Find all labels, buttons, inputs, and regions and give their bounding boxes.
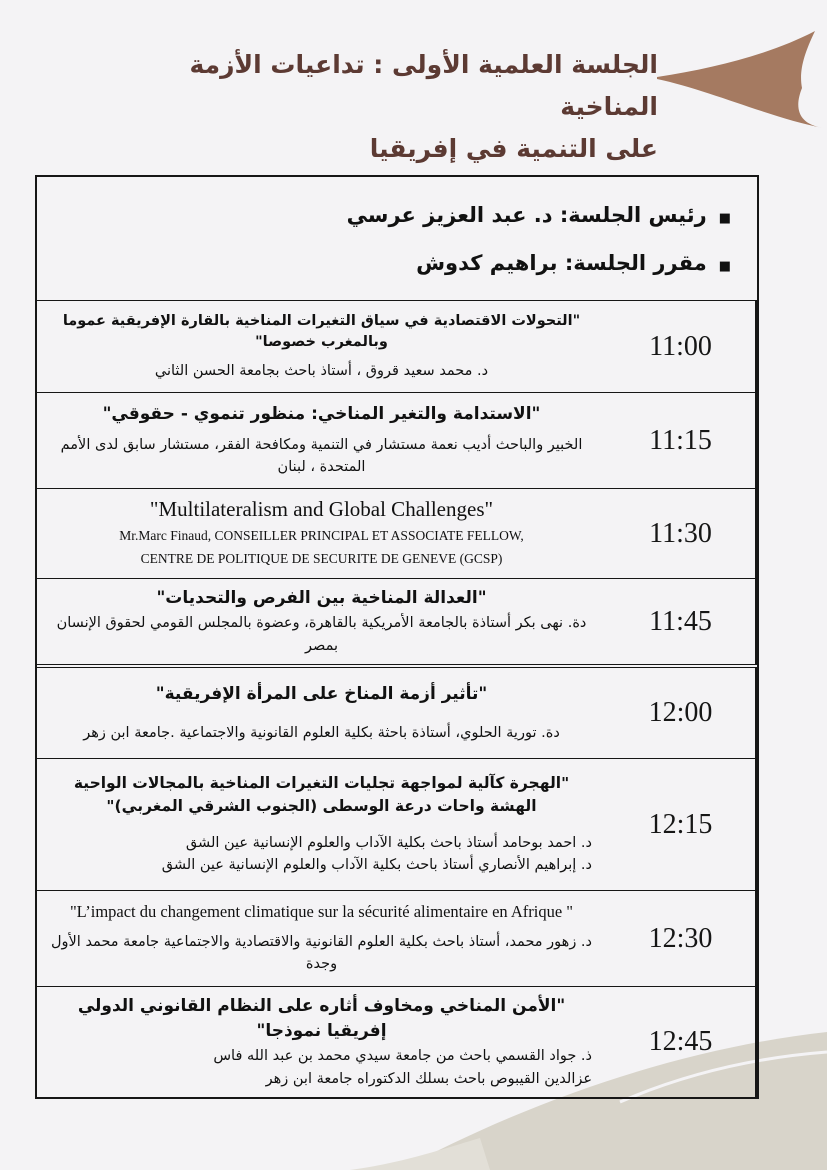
session-rapporteur-text: مقرر الجلسة: براهيم كدوش xyxy=(416,251,707,275)
schedule-row-1200 xyxy=(37,664,757,758)
schedule-row-1215 xyxy=(37,758,757,890)
schedule-row-1130 xyxy=(37,488,757,578)
time-cell: 11:15 xyxy=(606,393,757,488)
talk-cell xyxy=(37,489,606,578)
talk-title: "L’impact du changement climatique sur la sécurité alimentaire en Afrique " xyxy=(69,901,574,921)
page-title-line2: على التنمية في إفريقيا xyxy=(369,134,658,163)
time-cell: 12:15 xyxy=(606,759,757,890)
talk-speaker: د. محمد سعيد قروق ، أستاذ باحث بجامعة الحسن الثاني xyxy=(154,362,489,379)
talk-cell xyxy=(37,891,606,986)
talk-speaker: د. إبراهيم الأنصاري أستاذ باحث بكلية الآداب والعلوم الإنسانية عين الشق xyxy=(161,857,592,874)
talk-speaker: عزالدين القيبوص باحث بسلك الدكتوراه جامعة ابن زهر xyxy=(265,1070,592,1087)
schedule-row-1115 xyxy=(37,392,757,488)
time-cell: 12:00 xyxy=(606,668,757,758)
talk-title: "الاستدامة والتغير المناخي: منظور تنموي - حقوقي" xyxy=(102,404,541,425)
page-title-line1: الجلسة العلمية الأولى : تداعيات الأزمة المناخية xyxy=(189,50,658,121)
schedule-row-1145 xyxy=(37,578,757,664)
talk-title: "التحولات الاقتصادية في سياق التغيرات المناخية بالقارة الإفريقية عموما وبالمغرب خصوصا" xyxy=(62,312,581,350)
bullet-square-icon: ■ xyxy=(718,211,731,226)
talk-speaker: د. احمد بوحامد أستاذ باحث بكلية الآداب والعلوم الإنسانية عين الشق xyxy=(185,834,592,851)
schedule-table xyxy=(35,175,759,1099)
schedule-row-1100 xyxy=(37,300,757,392)
talk-speaker: Mr.Marc Finaud, CONSEILLER PRINCIPAL ET ASSOCIATE FELLOW, xyxy=(119,527,524,543)
talk-speakers xyxy=(47,525,596,571)
page-title xyxy=(138,44,658,170)
session-chair-text: رئيس الجلسة: د. عبد العزيز عرسي xyxy=(346,203,707,227)
time-cell: 11:45 xyxy=(606,579,757,664)
talk-speaker: ذ. جواد القسمي باحث من جامعة سيدي محمد بن عبد الله فاس xyxy=(213,1048,592,1065)
talk-cell xyxy=(37,668,606,758)
talk-cell xyxy=(37,987,606,1097)
talk-speaker: الخبير والباحث أديب نعمة مستشار في التنمية ومكافحة الفقر، مستشار سابق لدى الأمم المتحدة ، لبنان xyxy=(60,436,583,476)
talk-cell xyxy=(37,301,606,392)
bullet-square-icon: ■ xyxy=(718,259,731,274)
talk-speakers xyxy=(47,1045,596,1090)
schedule-row-1230 xyxy=(37,890,757,986)
talk-cell xyxy=(37,579,606,664)
talk-title: "Multilateralism and Global Challenges" xyxy=(149,496,494,521)
talk-title: "تأثير أزمة المناخ على المرأة الإفريقية" xyxy=(155,683,488,704)
talk-title: "الهجرة كآلية لمواجهة تجليات التغيرات المناخية بالمجالات الواحية الهشة واحات درعة الوسطى (الجنوب الشرقي المغربي)" xyxy=(73,774,570,815)
time-cell: 12:45 xyxy=(606,987,757,1097)
talk-speaker: دة. تورية الحلوي، أستاذة باحثة بكلية العلوم القانونية والاجتماعية .جامعة ابن زهر xyxy=(83,724,560,741)
time-cell: 11:00 xyxy=(606,301,757,392)
session-officials-box xyxy=(37,177,757,300)
time-cell: 12:30 xyxy=(606,891,757,986)
talk-speaker: د. زهور محمد، أستاذ باحث بكلية العلوم القانونية والاقتصادية والاجتماعية جامعة محمد الأول وجدة xyxy=(51,933,592,973)
talk-speaker: دة. نهى بكر أستاذة بالجامعة الأمريكية بالقاهرة، وعضوة بالمجلس القومي لحقوق الإنسان بمصر xyxy=(56,615,587,654)
talk-cell xyxy=(37,393,606,488)
session-chair-line xyxy=(57,203,731,229)
talk-speaker: CENTRE DE POLITIQUE DE SECURITE DE GENEVE (GCSP) xyxy=(140,550,503,566)
schedule-row-1245 xyxy=(37,986,757,1097)
talk-speakers xyxy=(47,832,596,877)
session-rapporteur-line xyxy=(57,251,731,277)
time-cell: 11:30 xyxy=(606,489,757,578)
talk-title: "الأمن المناخي ومخاوف أثاره على النظام القانوني الدولي إفريقيا نموذجا" xyxy=(77,995,566,1041)
talk-title: "العدالة المناخية بين الفرص والتحديات" xyxy=(156,587,487,608)
talk-cell xyxy=(37,759,606,890)
